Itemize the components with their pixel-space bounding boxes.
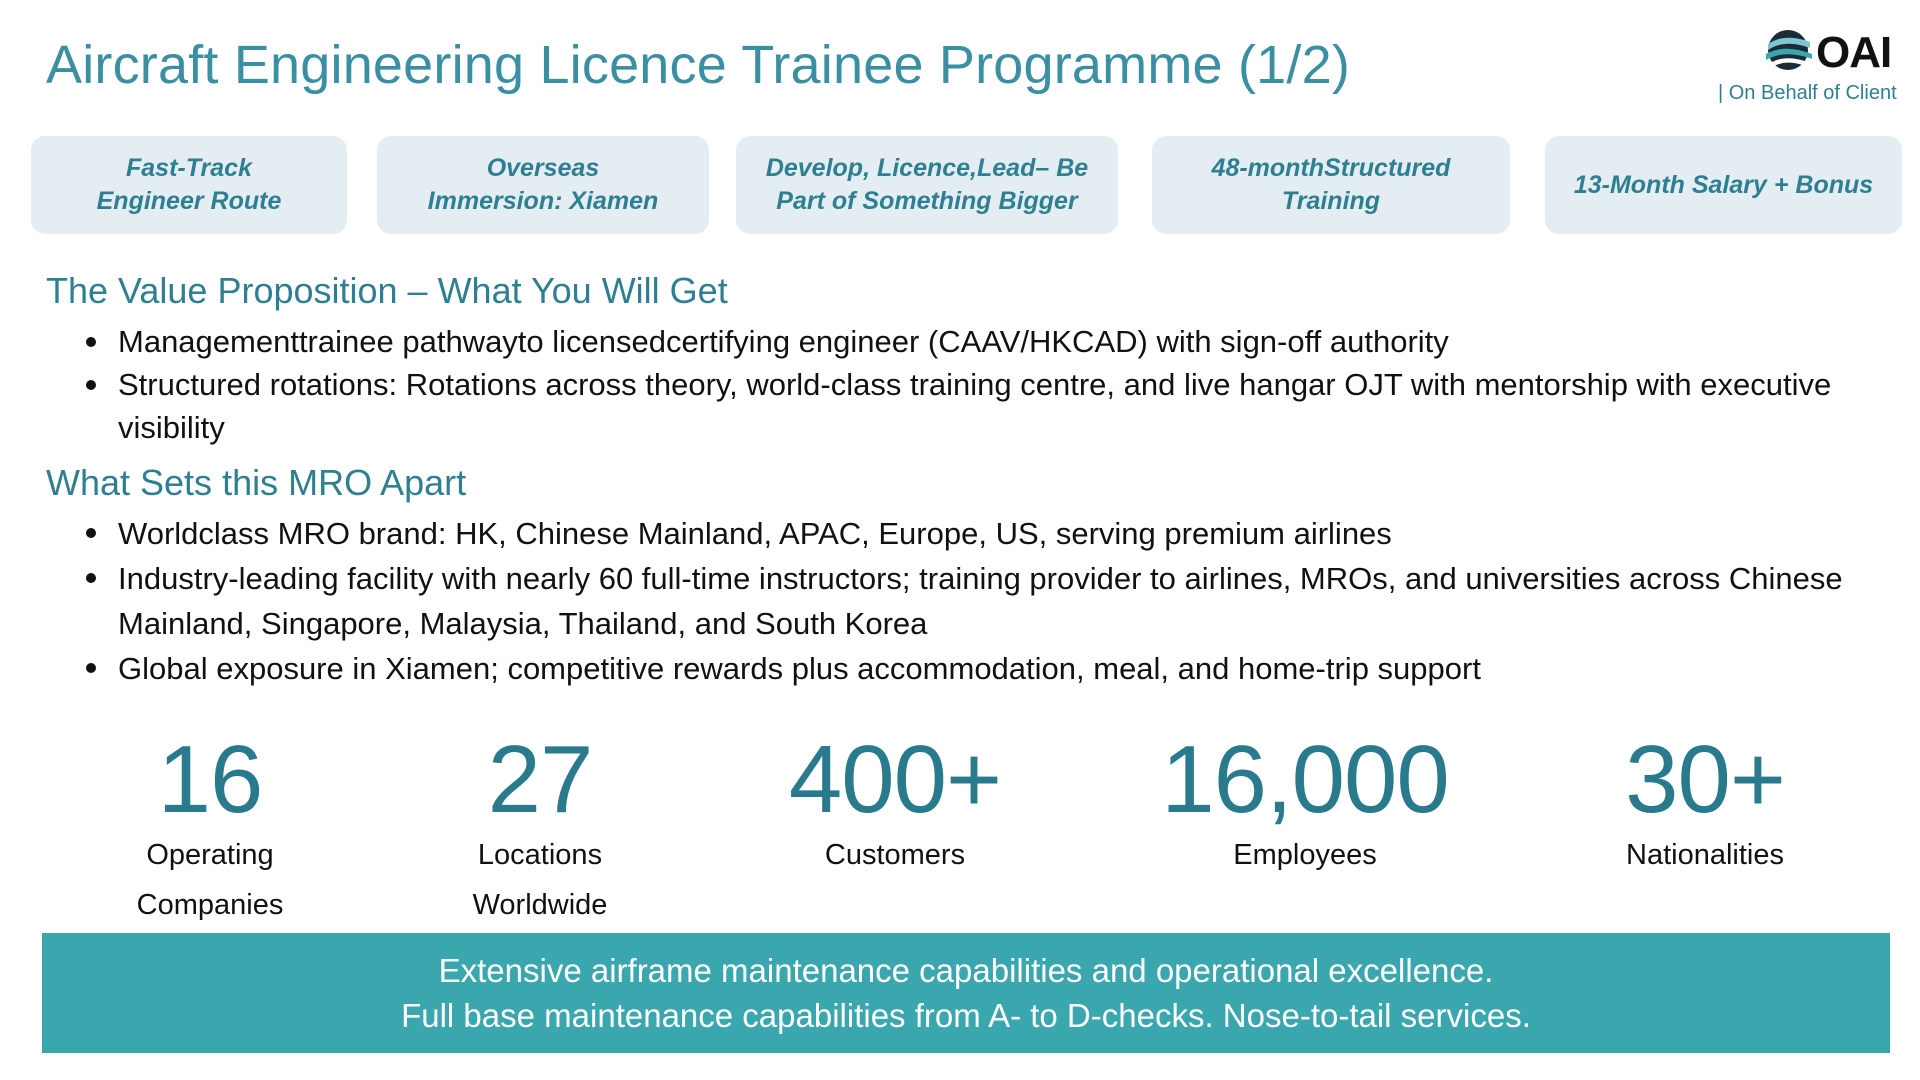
- mro-list: [82, 511, 1852, 691]
- stat-label: Employees: [1233, 839, 1377, 871]
- stat-customers: [755, 726, 1035, 880]
- stat-operating-companies: [90, 726, 330, 930]
- capabilities-banner: [42, 933, 1890, 1053]
- stat-label: Operating Companies: [136, 839, 284, 921]
- highlight-pill-develop: [736, 136, 1118, 234]
- page-title: Aircraft Engineering Licence Trainee Programme (1/2): [46, 35, 1351, 95]
- stat-employees: [1135, 726, 1475, 880]
- highlight-pill-salary: [1545, 136, 1902, 234]
- logo-wordmark: OAI: [1816, 28, 1892, 77]
- highlight-pill-training: [1152, 136, 1510, 234]
- stat-number: 30+: [1625, 726, 1785, 833]
- logo-subtitle: | On Behalf of Client: [1718, 82, 1897, 104]
- stat-number: 400+: [788, 726, 1002, 833]
- list-item: Structured rotations: Rotations across theory, world-class training centre, and live hangar OJT with mentorship with executive visibility: [82, 363, 1912, 449]
- stat-locations: [420, 726, 660, 930]
- highlight-pill-fast-track: [31, 136, 347, 234]
- stat-label: Nationalities: [1626, 839, 1784, 871]
- list-item: Managementtrainee pathwayto licensedcertifying engineer (CAAV/HKCAD) with sign-off authority: [82, 320, 1912, 363]
- stat-label: Locations Worldwide: [472, 839, 608, 921]
- highlight-label: 48-monthStructured Training: [1211, 154, 1451, 215]
- highlight-label: Overseas Immersion: Xiamen: [427, 154, 659, 215]
- value-proposition-heading: The Value Proposition – What You Will Get: [46, 270, 728, 311]
- list-item: Industry-leading facility with nearly 60 full-time instructors; training provider to airlines, MROs, and universities across Chinese Mainland, Singapore, Malaysia, Thailand, and South Korea: [82, 556, 1852, 646]
- highlight-label: Develop, Licence,Lead– Be Part of Something Bigger: [765, 154, 1089, 215]
- stat-number: 16: [157, 726, 263, 833]
- stat-number: 16,000: [1161, 726, 1449, 833]
- mro-heading: What Sets this MRO Apart: [46, 462, 467, 503]
- value-proposition-list: [82, 320, 1912, 449]
- oai-logo-icon: [1762, 28, 1814, 72]
- stat-number: 27: [487, 726, 593, 833]
- banner-line-2: Full base maintenance capabilities from A- to D-checks. Nose-to-tail services.: [401, 997, 1531, 1034]
- stat-label: Customers: [824, 839, 966, 871]
- banner-line-1: Extensive airframe maintenance capabilities and operational excellence.: [438, 952, 1494, 989]
- company-logo: [1718, 28, 1908, 108]
- list-item: Global exposure in Xiamen; competitive rewards plus accommodation, meal, and home-trip support: [82, 646, 1852, 691]
- stat-nationalities: [1570, 726, 1840, 880]
- highlight-label: 13-Month Salary + Bonus: [1573, 170, 1874, 199]
- list-item: Worldclass MRO brand: HK, Chinese Mainland, APAC, Europe, US, serving premium airlines: [82, 511, 1852, 556]
- highlight-pill-overseas: [377, 136, 709, 234]
- highlight-label: Fast-Track Engineer Route: [96, 154, 282, 215]
